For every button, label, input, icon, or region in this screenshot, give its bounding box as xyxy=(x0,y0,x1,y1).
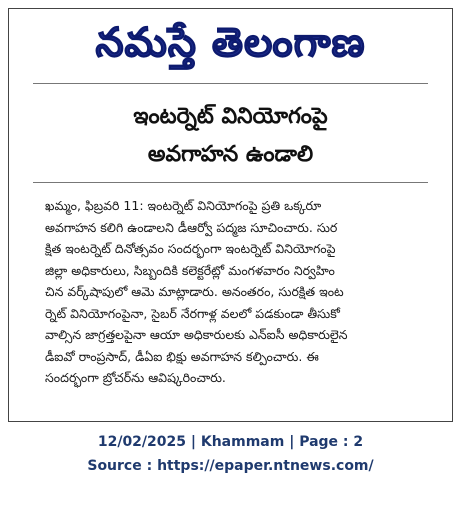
article-body xyxy=(45,195,451,389)
article-line: చిన వర్క్‌షాపులో ఆమె మాట్లాడారు. అనంతరం, సురక్షిత ఇంట xyxy=(45,284,344,299)
article-line: సందర్భంగా బ్రోచర్‌ను ఆవిష్కరించారు. xyxy=(45,370,226,385)
article-line: డీఐవో రాంప్రసాద్, డీఏఐ భిక్షు అవగాహన కల్పించారు. ఈ xyxy=(45,348,319,364)
source-link[interactable]: Source : https://epaper.ntnews.com/ xyxy=(87,458,374,474)
article-line: అవగాహన కలిగి ఉండాలని డీఆర్వో పద్మజ సూచించారు. సుర xyxy=(45,219,338,235)
headline-divider xyxy=(33,182,428,183)
headline-line-1: ఇంటర్నెట్ వినియోగంపై xyxy=(133,104,328,129)
newspaper-clipping xyxy=(8,8,453,422)
edition-info: 12/02/2025 | Khammam | Page : 2 xyxy=(97,434,364,450)
masthead-divider xyxy=(33,83,428,84)
article-line: ఖమ్మం, ఫిబ్రవరి 11: ఇంటర్నెట్ వినియోగంపై ప్రతి ఒక్కరూ xyxy=(45,198,322,213)
article-line: క్షిత ఇంటర్నెట్ దినోత్సవం సందర్భంగా ఇంటర్నెట్ వినియోగంపై xyxy=(45,241,336,256)
newspaper-masthead: నమస్తే తెలంగాణ xyxy=(95,20,366,66)
article-line: ర్నెట్ వినియోగంపైనా, సైబర్ నేరగాళ్ల వలలో పడకుండా తీసుకో xyxy=(45,305,340,321)
article-line: వాల్సిన జాగ్రత్తలపైనా ఆయా అధికారులకు ఎన్ఐసీ అధికారులైన xyxy=(45,327,348,342)
headline-line-2: అవగాహన ఉండాలి xyxy=(147,142,314,167)
article-line: జిల్లా అధికారులు, సిబ్బందికి కలెక్టరేట్లో మంగళవారం నిర్వహిం xyxy=(45,262,335,278)
